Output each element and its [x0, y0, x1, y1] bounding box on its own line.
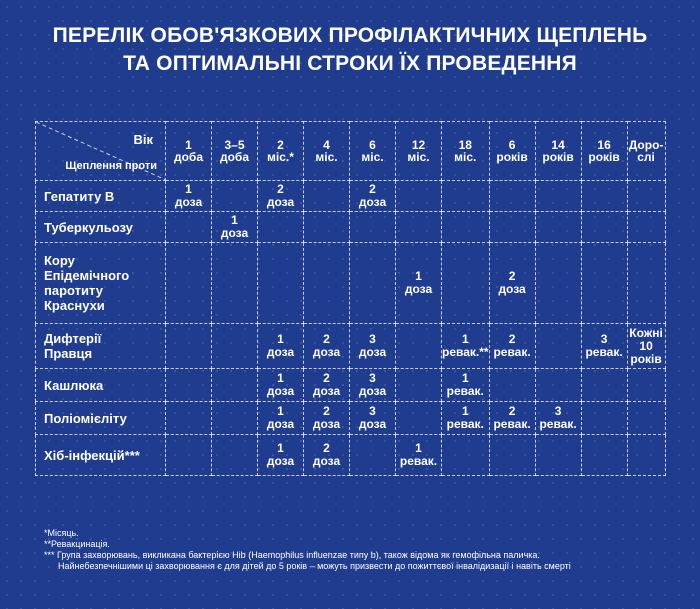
empty-cell: [396, 212, 442, 243]
schedule-cell: [304, 324, 350, 369]
schedule-cell: [258, 435, 304, 476]
schedule-cell: [396, 243, 442, 324]
dose-text: 1: [277, 332, 284, 346]
table-row: [36, 402, 666, 435]
empty-cell: [627, 212, 665, 243]
empty-cell: [442, 243, 490, 324]
age-header-text: 6: [369, 138, 376, 152]
empty-cell: [627, 369, 665, 402]
schedule-cell: [442, 402, 490, 435]
schedule-cell: [258, 324, 304, 369]
empty-cell: [212, 435, 258, 476]
empty-cell: [212, 324, 258, 369]
empty-cell: [535, 243, 581, 324]
empty-cell: [350, 435, 396, 476]
age-label: Вік: [133, 132, 153, 147]
footnote-2: **Ревакцинація.: [44, 539, 110, 549]
schedule-cell: [304, 369, 350, 402]
schedule-cell: [442, 369, 490, 402]
schedule-cell: [304, 435, 350, 476]
age-column-header: [489, 122, 535, 181]
age-column-header: [350, 122, 396, 181]
empty-cell: [581, 435, 627, 476]
schedule-cell: [581, 324, 627, 369]
dose-text: 3: [554, 404, 562, 418]
table-row: [36, 212, 666, 243]
dose-text: 3: [369, 404, 376, 418]
empty-cell: [166, 402, 212, 435]
dose-text: ревак.: [493, 345, 531, 359]
schedule-cell: [535, 402, 581, 435]
dose-text: ревак.**: [442, 345, 489, 359]
vaccine-name-line: Епідемічного: [44, 268, 130, 283]
title-line-1: ПЕРЕЛІК ОБОВ'ЯЗКОВИХ ПРОФІЛАКТИЧНИХ ЩЕПЛЕНЬ: [52, 24, 648, 47]
age-header-text: міс.*: [267, 150, 294, 164]
dose-text: доза: [174, 195, 203, 209]
dose-text: ревак.: [446, 417, 484, 431]
age-column-header: [396, 122, 442, 181]
dose-text: 1: [415, 441, 422, 455]
empty-cell: [627, 402, 665, 435]
dose-text: років: [630, 351, 662, 366]
age-column-header: [258, 122, 304, 181]
vaccine-name-line: Туберкульозу: [44, 219, 133, 235]
empty-cell: [535, 181, 581, 212]
empty-cell: [396, 324, 442, 369]
vaccine-name-line: паротиту: [44, 283, 103, 298]
vaccine-row-label: [36, 243, 166, 324]
empty-cell: [581, 369, 627, 402]
dose-text: ревак.: [493, 417, 531, 431]
age-header-text: міс.: [407, 150, 430, 164]
dose-text: доза: [312, 384, 341, 398]
empty-cell: [442, 212, 490, 243]
dose-text: 2: [323, 332, 330, 346]
empty-cell: [627, 181, 665, 212]
vaccine-row-label: [36, 181, 166, 212]
vaccine-row-label: [36, 324, 166, 369]
age-header-text: 2: [277, 138, 284, 152]
age-column-header: [212, 122, 258, 181]
empty-cell: [212, 181, 258, 212]
age-header-text: років: [588, 150, 620, 164]
schedule-cell: [627, 324, 665, 369]
empty-cell: [212, 369, 258, 402]
dose-text: 1: [185, 182, 192, 196]
dose-text: 3: [369, 332, 376, 346]
empty-cell: [212, 243, 258, 324]
vaccine-row-label: [36, 402, 166, 435]
dose-text: доза: [312, 345, 341, 359]
empty-cell: [166, 324, 212, 369]
age-header-text: доба: [173, 150, 204, 164]
empty-cell: [535, 324, 581, 369]
schedule-cell: [166, 181, 212, 212]
age-header-text: Доро-: [628, 138, 664, 152]
dose-text: ревак.: [539, 417, 577, 431]
empty-cell: [489, 369, 535, 402]
footnote-4: Найнебезпечнішими ці захворювання є для дітей до 5 років – можуть призвести до пожиттєвої інвалідизації і навіть смерті: [58, 561, 571, 571]
vaccine-row-label: [36, 212, 166, 243]
dose-text: 1: [415, 269, 422, 283]
empty-cell: [166, 435, 212, 476]
age-header-text: міс.: [361, 150, 384, 164]
dose-text: 2: [323, 404, 330, 418]
table-row: [36, 181, 666, 212]
dose-text: доза: [266, 454, 295, 468]
empty-cell: [396, 369, 442, 402]
dose-text: 1: [461, 404, 469, 418]
table-row: [36, 435, 666, 476]
schedule-cell: [258, 181, 304, 212]
schedule-cell: [350, 181, 396, 212]
age-column-header: [627, 122, 665, 181]
table-row: [36, 243, 666, 324]
age-header-text: міс.: [315, 150, 338, 164]
empty-cell: [350, 212, 396, 243]
vaccine-row-label: [36, 369, 166, 402]
header-corner: [36, 122, 166, 181]
age-column-header: [304, 122, 350, 181]
dose-text: ревак.: [585, 345, 623, 359]
footnotes: [44, 528, 571, 572]
schedule-cell: [304, 402, 350, 435]
empty-cell: [304, 212, 350, 243]
empty-cell: [581, 243, 627, 324]
empty-cell: [258, 212, 304, 243]
dose-text: доза: [220, 226, 249, 240]
empty-cell: [212, 402, 258, 435]
dose-text: 1: [277, 441, 284, 455]
footnote-1: *Місяць.: [44, 528, 79, 538]
vaccine-name-line: Кору: [44, 253, 75, 268]
vaccine-name-line: Краснухи: [44, 298, 105, 313]
dose-text: доза: [358, 417, 387, 431]
empty-cell: [581, 181, 627, 212]
empty-cell: [627, 435, 665, 476]
vaccine-name-line: Гепатиту В: [44, 188, 115, 204]
dose-text: 2: [508, 404, 516, 418]
vaccine-name-line: Правця: [44, 346, 93, 361]
empty-cell: [258, 243, 304, 324]
empty-cell: [581, 402, 627, 435]
empty-cell: [442, 435, 490, 476]
dose-text: ревак.: [399, 454, 438, 468]
empty-cell: [535, 369, 581, 402]
empty-cell: [166, 369, 212, 402]
age-header-text: 1: [185, 138, 192, 152]
dose-text: доза: [266, 195, 295, 209]
dose-text: 2: [508, 269, 516, 283]
schedule-cell: [212, 212, 258, 243]
dose-text: 3: [369, 371, 376, 385]
empty-cell: [489, 212, 535, 243]
dose-text: доза: [358, 384, 387, 398]
page-title: [0, 22, 700, 78]
age-header-text: міс.: [454, 150, 477, 164]
dose-text: доза: [266, 384, 295, 398]
dose-text: 1: [461, 332, 469, 346]
age-header-text: слі: [637, 150, 655, 164]
age-header-text: доба: [219, 150, 250, 164]
empty-cell: [304, 181, 350, 212]
dose-text: 1: [277, 371, 284, 385]
vaccine-row-label: [36, 435, 166, 476]
empty-cell: [350, 243, 396, 324]
schedule-cell: [350, 324, 396, 369]
age-header-text: 14: [551, 138, 565, 152]
dose-text: 1: [461, 371, 469, 385]
empty-cell: [489, 181, 535, 212]
header-row: [36, 122, 666, 181]
empty-cell: [396, 181, 442, 212]
empty-cell: [535, 212, 581, 243]
dose-text: 3: [600, 332, 608, 346]
empty-cell: [166, 243, 212, 324]
dose-text: ревак.: [446, 384, 484, 398]
age-header-text: 6: [508, 138, 516, 152]
vaccine-name-line: Дифтерії: [44, 331, 102, 346]
empty-cell: [442, 181, 490, 212]
age-header-text: 18: [458, 138, 472, 152]
schedule-cell: [258, 402, 304, 435]
empty-cell: [535, 435, 581, 476]
age-header-text: 16: [597, 138, 611, 152]
dose-text: 2: [369, 182, 376, 196]
vaccine-name-line: Кашлюка: [44, 377, 104, 393]
dose-text: доза: [266, 345, 295, 359]
age-header-text: 4: [323, 138, 330, 152]
schedule-cell: [258, 369, 304, 402]
age-column-header: [442, 122, 490, 181]
table-row: [36, 369, 666, 402]
schedule-cell: [489, 402, 535, 435]
vaccine-name-line: Хіб-інфекцій***: [44, 447, 140, 463]
empty-cell: [304, 243, 350, 324]
footnote-3: *** Група захворювань, викликана бактерією Hib (Haemophilus influenzae типу b), також відома як гемофільна паличка.: [44, 550, 540, 560]
empty-cell: [166, 212, 212, 243]
schedule-cell: [489, 243, 535, 324]
dose-text: 2: [277, 182, 284, 196]
table-row: [36, 324, 666, 369]
schedule-cell: [350, 369, 396, 402]
dose-text: 1: [231, 213, 238, 227]
dose-text: доза: [312, 417, 341, 431]
age-column-header: [535, 122, 581, 181]
vaccine-name-line: Поліомієліту: [44, 410, 127, 426]
schedule-cell: [442, 324, 490, 369]
age-header-text: років: [496, 150, 528, 164]
title-line-2: ТА ОПТИМАЛЬНІ СТРОКИ ЇХ ПРОВЕДЕННЯ: [123, 52, 577, 75]
dose-text: Кожні: [629, 325, 663, 340]
dose-text: доза: [358, 195, 387, 209]
vaccination-schedule-table: [35, 121, 666, 476]
age-column-header: [581, 122, 627, 181]
age-header-text: 3–5: [224, 138, 245, 152]
dose-text: 1: [277, 404, 284, 418]
dose-text: доза: [266, 417, 295, 431]
dose-text: доза: [498, 282, 526, 296]
schedule-cell: [489, 324, 535, 369]
dose-text: 2: [323, 371, 330, 385]
age-header-text: років: [542, 150, 574, 164]
dose-text: доза: [312, 454, 341, 468]
empty-cell: [489, 435, 535, 476]
vaccination-label: Щеплення проти: [65, 160, 157, 172]
age-header-text: 12: [411, 138, 426, 152]
dose-text: 2: [508, 332, 516, 346]
empty-cell: [581, 212, 627, 243]
schedule-cell: [350, 402, 396, 435]
empty-cell: [627, 243, 665, 324]
schedule-cell: [396, 435, 442, 476]
dose-text: 2: [323, 441, 330, 455]
empty-cell: [396, 402, 442, 435]
age-column-header: [166, 122, 212, 181]
dose-text: доза: [404, 282, 433, 296]
dose-text: 10: [639, 338, 653, 353]
dose-text: доза: [358, 345, 387, 359]
